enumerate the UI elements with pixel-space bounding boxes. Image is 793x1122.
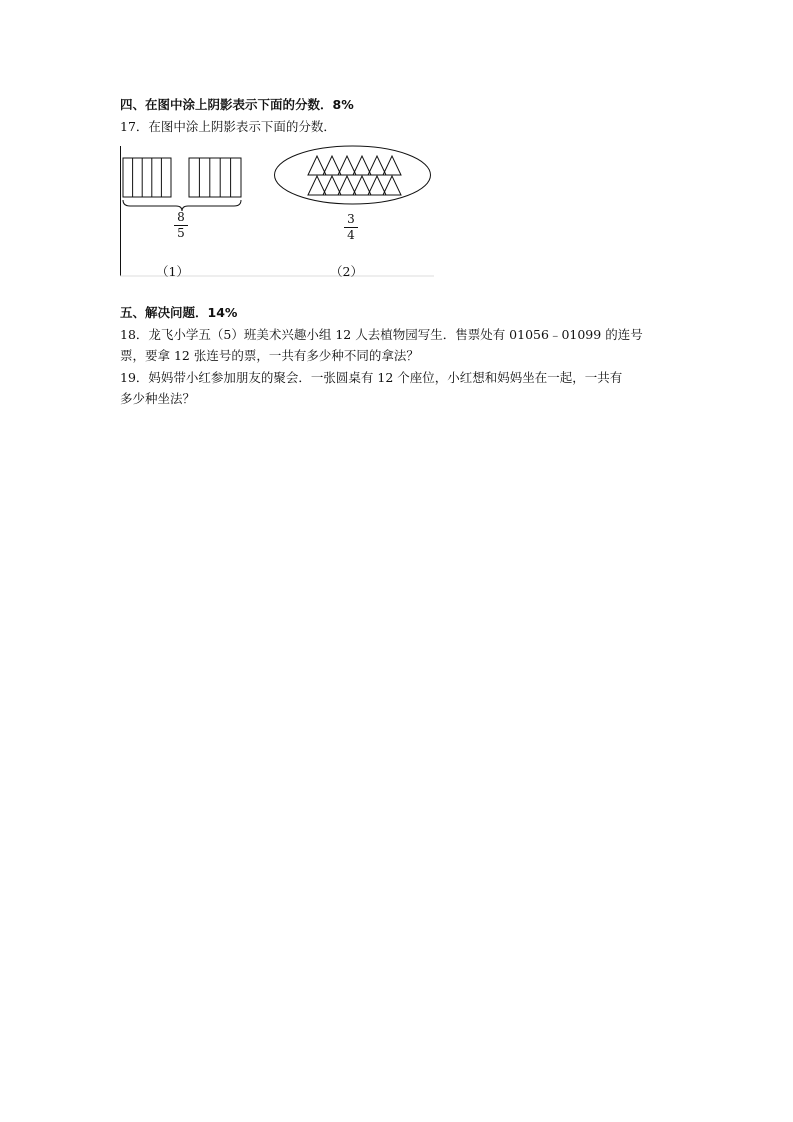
figure-2-ellipse [275, 146, 431, 204]
question-19-line-1: 19．妈妈带小红参加朋友的聚会．一张圆桌有 12 个座位，小红想和妈妈坐在一起，一共有 [120, 370, 623, 385]
section-4-heading: 四、在图中涂上阴影表示下面的分数．8% [120, 97, 354, 112]
fraction-1 [171, 211, 191, 240]
figure-1-rectangles [123, 158, 241, 211]
fraction-2 [341, 213, 361, 242]
triangles [308, 156, 401, 195]
question-18-line-2: 票，要拿 12 张连号的票，一共有多少种不同的拿法？ [120, 348, 419, 363]
figure-1-label: （1） [156, 264, 189, 279]
fraction-2-numerator: 3 [347, 212, 355, 226]
rectangle-1 [123, 158, 171, 197]
question-19-line-2: 多少种坐法？ [120, 391, 196, 406]
fraction-2-denominator: 4 [347, 228, 355, 242]
rectangle-2 [189, 158, 241, 197]
fraction-figures [118, 142, 438, 282]
figure-2-label: （2） [330, 264, 363, 279]
question-18-line-1: 18．龙飞小学五（5）班美术兴趣小组 12 人去植物园写生．售票处有 01056﹣01099 的连号 [120, 327, 643, 342]
fraction-1-numerator: 8 [177, 210, 185, 224]
fraction-1-denominator: 5 [177, 226, 185, 240]
section-5-heading: 五、解决问题．14% [120, 305, 238, 320]
question-17: 17．在图中涂上阴影表示下面的分数． [120, 119, 336, 134]
